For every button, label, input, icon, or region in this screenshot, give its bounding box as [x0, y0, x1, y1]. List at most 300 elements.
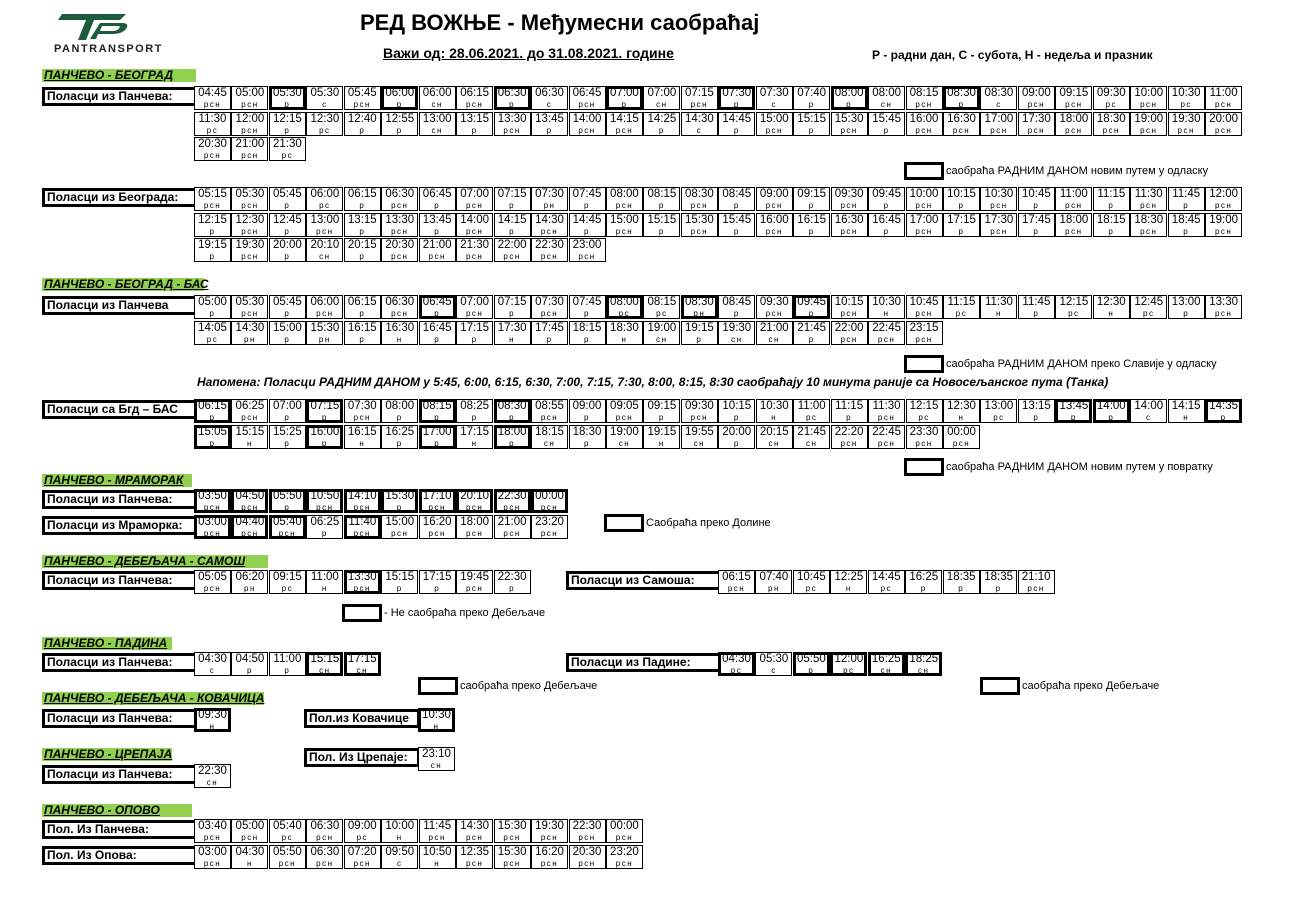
departure-time: 06:25 — [310, 516, 340, 528]
row-label-departures-pancevo-kovacica: Поласци из Панчева: — [42, 709, 198, 728]
day-type: с — [546, 100, 553, 109]
departure-time: 19:30 — [1171, 112, 1201, 125]
day-type: рсн — [428, 833, 446, 842]
day-type: рсн — [915, 309, 933, 318]
departure-cell — [456, 425, 493, 449]
departure-time: 21:45 — [797, 425, 827, 438]
departure-time: 18:00 — [1059, 112, 1089, 125]
departure-cell — [793, 652, 830, 676]
page-title: РЕД ВОЖЊЕ - Међумесни саобраћај — [360, 10, 760, 35]
day-type: р — [509, 309, 516, 318]
departure-cell — [1018, 86, 1055, 110]
departure-time: 14:15 — [610, 112, 639, 125]
departure-cell — [756, 425, 793, 449]
departure-cell — [269, 570, 306, 594]
departure-time: 18:00 — [497, 425, 527, 438]
departure-cell — [643, 213, 680, 237]
departure-time: 23:20 — [610, 846, 639, 858]
departure-time: 07:00 — [610, 87, 639, 99]
day-type: р — [284, 503, 291, 512]
day-type: рн — [543, 201, 556, 210]
departure-cell — [456, 399, 493, 423]
day-type: р — [209, 226, 216, 236]
departure-cell — [569, 819, 606, 843]
day-type: р — [584, 438, 590, 448]
departure-time: 17:00 — [984, 112, 1014, 125]
departure-time: 18:00 — [460, 516, 490, 528]
day-type: с — [696, 125, 703, 135]
departure-time: 20:15 — [347, 239, 377, 251]
row-label-departures-pancevo-mramorak: Поласци из Панчева: — [42, 490, 198, 509]
departure-cell — [344, 321, 381, 345]
day-type: рсн — [615, 201, 634, 210]
day-type: с — [1146, 413, 1152, 422]
day-type: рсн — [727, 584, 746, 593]
departure-cell — [906, 187, 943, 211]
day-type: рсн — [465, 529, 484, 538]
day-type: сн — [430, 761, 443, 770]
departure-time: 14:15 — [1171, 400, 1201, 412]
departure-time: 07:15 — [684, 87, 714, 99]
day-type: рс — [206, 334, 219, 344]
departure-cell — [1055, 295, 1092, 319]
departure-cell — [381, 845, 418, 869]
departure-time: 13:15 — [347, 213, 377, 226]
departure-time: 05:40 — [273, 516, 302, 528]
day-type: рсн — [241, 833, 259, 842]
day-type: н — [771, 413, 778, 422]
departure-cell — [1055, 399, 1092, 423]
departure-time: 13:00 — [310, 213, 340, 226]
day-type: р — [1183, 226, 1190, 236]
departure-time: 10:00 — [909, 188, 939, 200]
departure-cell — [419, 213, 456, 237]
departure-time: 11:45 — [1172, 188, 1201, 200]
departure-cell — [419, 570, 456, 594]
departure-cell — [569, 112, 606, 136]
day-type: рс — [281, 833, 294, 842]
departure-cell — [194, 845, 231, 869]
day-type: р — [284, 100, 291, 109]
day-type: рсн — [1214, 100, 1233, 109]
departure-cell — [269, 425, 306, 449]
departure-cell — [1093, 295, 1130, 319]
departure-cell — [306, 86, 343, 110]
departure-cell — [643, 399, 680, 423]
departure-cell — [344, 515, 381, 539]
departure-cell — [306, 652, 343, 676]
departure-cell — [531, 213, 568, 237]
departure-time: 12:30 — [235, 213, 265, 226]
day-type: р — [1033, 413, 1040, 422]
day-type: рсн — [391, 309, 409, 318]
departure-cell — [906, 321, 943, 345]
day-type: рсн — [241, 503, 259, 512]
departure-cell — [381, 819, 418, 843]
day-type: рсн — [990, 125, 1008, 135]
day-type: р — [396, 413, 403, 422]
day-type: рсн — [1140, 201, 1158, 210]
departure-time: 05:30 — [759, 653, 789, 665]
day-type: рсн — [915, 438, 933, 448]
departure-cell — [569, 399, 606, 423]
departure-time: 12:30 — [310, 112, 340, 125]
departure-time: 14:30 — [535, 213, 564, 226]
departure-cell — [831, 86, 868, 110]
day-type: р — [209, 438, 216, 448]
departure-cell — [1055, 112, 1092, 136]
departure-cell — [943, 187, 980, 211]
departure-time: 06:30 — [535, 87, 564, 99]
day-type: рсн — [428, 529, 446, 538]
departure-cell — [830, 570, 867, 594]
day-type: р — [471, 334, 478, 344]
departure-cell — [606, 295, 643, 319]
departure-cell — [681, 112, 718, 136]
departure-time: 06:15 — [198, 400, 227, 412]
departure-cell — [269, 652, 306, 676]
day-type: р — [696, 334, 703, 344]
day-type: рн — [244, 334, 256, 344]
departure-cell — [868, 425, 905, 449]
day-type: рсн — [915, 334, 933, 344]
day-type: рсн — [241, 413, 259, 422]
departure-time: 05:30 — [273, 87, 302, 99]
departure-time: 20:00 — [722, 425, 752, 438]
day-type: р — [284, 125, 291, 135]
day-type: рсн — [278, 859, 297, 868]
day-type: рсн — [203, 201, 222, 210]
departure-cell — [1055, 86, 1092, 110]
departure-time: 07:00 — [460, 188, 490, 200]
departure-cell — [419, 321, 456, 345]
departure-cell — [868, 295, 905, 319]
departure-cell — [606, 321, 643, 345]
day-type: н — [396, 833, 403, 842]
day-type: р — [1220, 413, 1227, 422]
day-type: н — [246, 438, 253, 448]
departure-time: 06:45 — [572, 87, 602, 99]
day-type: рсн — [391, 252, 409, 261]
departure-cell — [381, 86, 418, 110]
section-pancevo-padina: ПАНЧЕВО - ПАДИНА — [42, 637, 172, 650]
departure-cell — [194, 187, 231, 211]
departure-time: 17:45 — [535, 321, 564, 334]
departure-cell — [194, 295, 231, 319]
departure-cell — [643, 425, 680, 449]
departure-cell — [1130, 187, 1167, 211]
day-type: рсн — [1140, 125, 1158, 135]
day-type-legend: Р - радни дан, С - субота, Н - недеља и празник — [872, 48, 1153, 62]
day-type: рсн — [1065, 226, 1083, 236]
day-type: рсн — [915, 100, 933, 109]
day-type: р — [284, 226, 291, 236]
day-type: рсн — [1027, 125, 1046, 135]
day-type: р — [284, 201, 291, 210]
day-type: рсн — [1065, 100, 1083, 109]
departure-time: 17:10 — [422, 490, 452, 502]
day-type: р — [284, 334, 291, 344]
departure-time: 19:00 — [1134, 112, 1164, 125]
departure-cell — [643, 187, 680, 211]
departure-time: 05:45 — [347, 87, 377, 99]
day-type: рсн — [241, 201, 259, 210]
departure-cell — [1168, 213, 1205, 237]
departure-time: 16:00 — [759, 213, 789, 226]
departure-time: 14:45 — [722, 112, 752, 125]
day-type: рсн — [203, 100, 222, 109]
departure-time: 11:15 — [1097, 188, 1126, 200]
day-type: р — [733, 226, 740, 236]
departure-cell — [1205, 213, 1242, 237]
departure-time: 17:15 — [347, 653, 377, 665]
day-type: р — [359, 309, 366, 318]
departure-cell — [606, 399, 643, 423]
day-type: н — [883, 309, 890, 318]
departure-time: 13:00 — [422, 112, 452, 125]
departure-time: 08:00 — [872, 87, 901, 99]
day-type: н — [359, 438, 366, 448]
day-type: р — [284, 252, 291, 261]
departure-cell — [269, 845, 306, 869]
day-type: р — [359, 226, 366, 236]
day-type: р — [733, 100, 740, 109]
departure-cell — [606, 187, 643, 211]
day-type: р — [434, 226, 441, 236]
departure-time: 16:00 — [909, 112, 939, 125]
departure-cell — [906, 295, 943, 319]
departure-cell — [681, 213, 718, 237]
day-type: р — [658, 125, 665, 135]
row-label-departures-samos: Поласци из Самоша: — [566, 571, 722, 590]
day-type: рсн — [578, 859, 596, 868]
departure-cell — [269, 819, 306, 843]
departure-time: 17:15 — [460, 321, 490, 334]
departure-time: 18:15 — [1096, 213, 1126, 226]
departure-cell — [756, 213, 793, 237]
day-type: рс — [206, 125, 219, 135]
day-type: н — [396, 334, 403, 344]
departure-time: 15:30 — [385, 490, 415, 502]
departure-cell — [269, 238, 306, 262]
day-type: рсн — [465, 100, 484, 109]
departure-cell — [194, 515, 231, 539]
departure-time: 08:45 — [722, 188, 752, 200]
departure-cell — [194, 570, 231, 594]
departure-time: 07:40 — [759, 571, 789, 583]
departure-cell — [906, 213, 943, 237]
departure-cell — [456, 86, 493, 110]
departure-time: 16:25 — [909, 571, 939, 583]
day-type: рсн — [1065, 125, 1083, 135]
departure-time: 15:15 — [310, 653, 340, 665]
departure-time: 07:45 — [572, 296, 602, 308]
day-type: сн — [731, 334, 743, 344]
departure-time: 09:05 — [610, 400, 639, 412]
departure-time: 22:30 — [572, 820, 602, 832]
day-type: р — [808, 125, 815, 135]
day-type: рсн — [840, 334, 858, 344]
departure-cell — [1205, 295, 1242, 319]
day-type: р — [1108, 226, 1115, 236]
legend-via-debeljaca-left: саобраћа преко Дебељаче — [418, 677, 597, 693]
departure-cell — [456, 845, 493, 869]
departure-cell — [831, 295, 868, 319]
day-type: сн — [543, 438, 556, 448]
day-type: рсн — [877, 438, 896, 448]
day-type: р — [359, 125, 366, 135]
day-type: рс — [356, 833, 369, 842]
day-type: р — [584, 226, 590, 236]
departure-cell — [1168, 112, 1205, 136]
day-type: р — [584, 201, 590, 210]
day-type: н — [845, 584, 852, 593]
timetable-note: Напомена: Поласци РАДНИМ ДАНОМ у 5:45, 6:00, 6:15, 6:30, 7:00, 7:15, 7:30, 8:00, 8:15, 8:30 саобраћају 10 минута раније са Новосељанског пута (Танка) — [197, 375, 1109, 389]
departure-cell — [456, 112, 493, 136]
day-type: рсн — [540, 252, 559, 261]
departure-cell — [306, 515, 343, 539]
day-type: рсн — [203, 151, 222, 160]
departure-cell — [569, 238, 606, 262]
departure-cell — [831, 112, 868, 136]
day-type: р — [1033, 201, 1040, 210]
departure-time: 11:30 — [872, 400, 901, 412]
departure-time: 04:30 — [198, 653, 227, 665]
departure-cell — [756, 112, 793, 136]
departure-cell — [569, 845, 606, 869]
day-type: н — [433, 722, 440, 731]
day-type: р — [509, 201, 516, 210]
departure-time: 12:15 — [1059, 296, 1089, 308]
day-type: сн — [356, 666, 368, 675]
departure-time: 10:30 — [422, 709, 451, 721]
departure-time: 05:30 — [235, 296, 265, 308]
day-type: р — [1108, 201, 1115, 210]
departure-time: 06:15 — [460, 87, 490, 99]
departure-time: 18:00 — [1059, 213, 1089, 226]
departure-time: 11:00 — [797, 400, 826, 412]
departure-time: 07:00 — [273, 400, 302, 412]
departure-time: 14:00 — [572, 112, 602, 125]
day-type: сн — [880, 666, 892, 675]
departure-cell — [381, 187, 418, 211]
departure-cell — [980, 112, 1017, 136]
day-type: н — [509, 334, 516, 344]
day-type: р — [359, 201, 366, 210]
day-type: рсн — [690, 226, 709, 236]
departure-time: 06:15 — [722, 571, 751, 583]
day-type: рсн — [353, 529, 371, 538]
day-type: рс — [880, 584, 893, 593]
departure-cell — [194, 399, 231, 423]
departure-time: 19:15 — [684, 321, 714, 334]
day-type: рсн — [465, 201, 484, 210]
departure-time: 09:00 — [759, 188, 789, 200]
departure-cell — [1130, 112, 1167, 136]
day-type: рсн — [840, 309, 858, 318]
departure-time: 12:55 — [385, 112, 415, 125]
day-type: рсн — [690, 100, 709, 109]
departure-cell — [1168, 295, 1205, 319]
departure-time: 13:45 — [535, 112, 564, 125]
departure-cell — [531, 187, 568, 211]
day-type: рсн — [203, 503, 222, 512]
day-type: рсн — [203, 859, 222, 868]
day-type: р — [621, 100, 628, 109]
departure-time: 03:00 — [198, 516, 227, 528]
departure-time: 05:00 — [235, 87, 265, 99]
departure-cell — [980, 570, 1017, 594]
departure-time: 12:15 — [909, 400, 939, 412]
day-type: р — [883, 226, 890, 236]
departure-time: 03:00 — [198, 846, 227, 858]
departure-time: 16:15 — [347, 321, 377, 334]
departure-cell — [381, 238, 418, 262]
departure-time: 17:00 — [909, 213, 939, 226]
departure-time: 15:00 — [610, 213, 639, 226]
departure-cell — [569, 321, 606, 345]
departure-cell — [269, 187, 306, 211]
day-type: н — [658, 438, 665, 448]
departure-cell — [344, 652, 381, 676]
departure-time: 12:35 — [460, 846, 490, 858]
departure-cell — [494, 845, 531, 869]
departure-time: 19:30 — [535, 820, 564, 832]
departure-cell — [344, 425, 381, 449]
departure-cell — [494, 321, 531, 345]
departure-time: 08:15 — [909, 87, 939, 99]
departure-time: 19:15 — [647, 425, 677, 438]
departure-time: 15:00 — [759, 112, 789, 125]
day-type: рсн — [316, 833, 334, 842]
departure-cell — [456, 321, 493, 345]
day-type: сн — [319, 666, 331, 675]
departure-time: 08:45 — [722, 296, 752, 308]
day-type: рсн — [1102, 125, 1120, 135]
row-label-departures-pancevo-opovo: Пол. Из Панчева: — [42, 820, 198, 839]
departure-cell — [1168, 187, 1205, 211]
departure-time: 23:15 — [909, 321, 939, 334]
departure-time: 21:00 — [235, 138, 265, 150]
departure-cell — [980, 86, 1017, 110]
departure-time: 11:45 — [423, 820, 452, 832]
highlight-box-icon — [980, 677, 1020, 695]
departure-cell — [755, 652, 792, 676]
departure-cell — [718, 399, 755, 423]
departure-cell — [419, 489, 456, 513]
departure-time: 06:45 — [422, 188, 452, 200]
departure-time: 16:30 — [947, 112, 976, 125]
departure-time: 14:45 — [871, 571, 901, 583]
departure-cell — [868, 570, 905, 594]
day-type: р — [958, 584, 965, 593]
departure-cell — [194, 819, 231, 843]
departure-time: 12:30 — [1096, 296, 1126, 308]
departure-time: 12:15 — [273, 112, 302, 125]
day-type: рсн — [503, 529, 521, 538]
departure-time: 09:30 — [198, 709, 227, 721]
day-type: рсн — [278, 529, 297, 538]
departure-time: 05:05 — [198, 571, 227, 583]
day-type: рсн — [203, 584, 222, 593]
departure-cell — [606, 425, 643, 449]
day-type: сн — [431, 100, 443, 109]
departure-time: 15:00 — [385, 516, 415, 528]
day-type: рсн — [877, 334, 896, 344]
departure-cell — [1093, 187, 1130, 211]
departure-cell — [868, 652, 905, 676]
departure-cell — [681, 321, 718, 345]
